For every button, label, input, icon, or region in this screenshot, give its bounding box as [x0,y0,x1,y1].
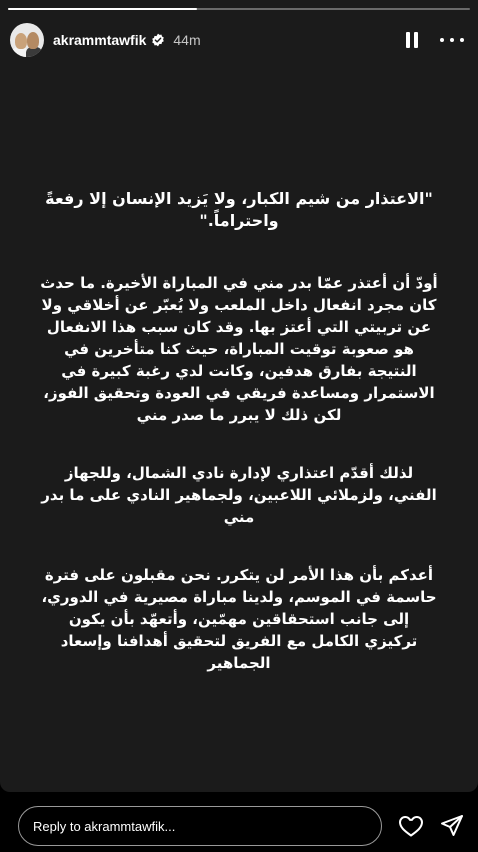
reply-placeholder: Reply to akrammtawfik... [33,818,176,834]
heart-icon[interactable] [398,814,424,838]
story-progress-fill [8,8,197,10]
send-icon[interactable] [440,814,464,838]
avatar[interactable] [10,23,44,57]
story-paragraph-2: لذلك أقدّم اعتذاري لإدارة نادي الشمال، وللجهاز الفني، ولزملائي اللاعبين، ولجماهير النادي على ما بدر مني [41,464,437,526]
username[interactable]: akrammtawfik [53,32,147,48]
story-paragraph-1: أودّ أن أعتذر عمّا بدر مني في المباراة الأخيرة. ما حدث كان مجرد انفعال داخل الملعب ولا يُعبّر عن أخلاقي ولا عن تربيتي التي أعتز بها. وقد كان سبب هذا الانفعال هو صعوبة توقيت المباراة، حيث كنا متأخرين في النتيجة بفارق هدفين، وكانت لدي رغبة كبيرة في الاستمرار ومساعدة فريقي في العودة وتحقيق الفوز، لكن ذلك لا يبرر ما صدر مني [40,274,438,424]
verified-badge-icon [151,33,165,47]
story-paragraph-3: أعدكم بأن هذا الأمر لن يتكرر. نحن مقبلون على فترة حاسمة في الموسم، ولدينا مباراة مصيرية في الدوري، إلى جانب استحقاقين مهمّين، وأتعهّد بأن يكون تركيزي الكامل مع الفريق لتحقيق أهدافنا وإسعاد الجماهير [41,566,437,672]
pause-icon[interactable] [402,30,422,50]
reply-input[interactable] [18,806,382,846]
more-icon[interactable] [440,30,464,50]
story-text [40,188,438,710]
story-quote: "الاعتذار من شيم الكبار، ولا يَزيد الإنسان إلا رفعةً واحتراماً." [45,189,433,230]
post-time: 44m [173,32,201,48]
story-progress-bar [8,8,470,10]
story-header [10,22,468,58]
